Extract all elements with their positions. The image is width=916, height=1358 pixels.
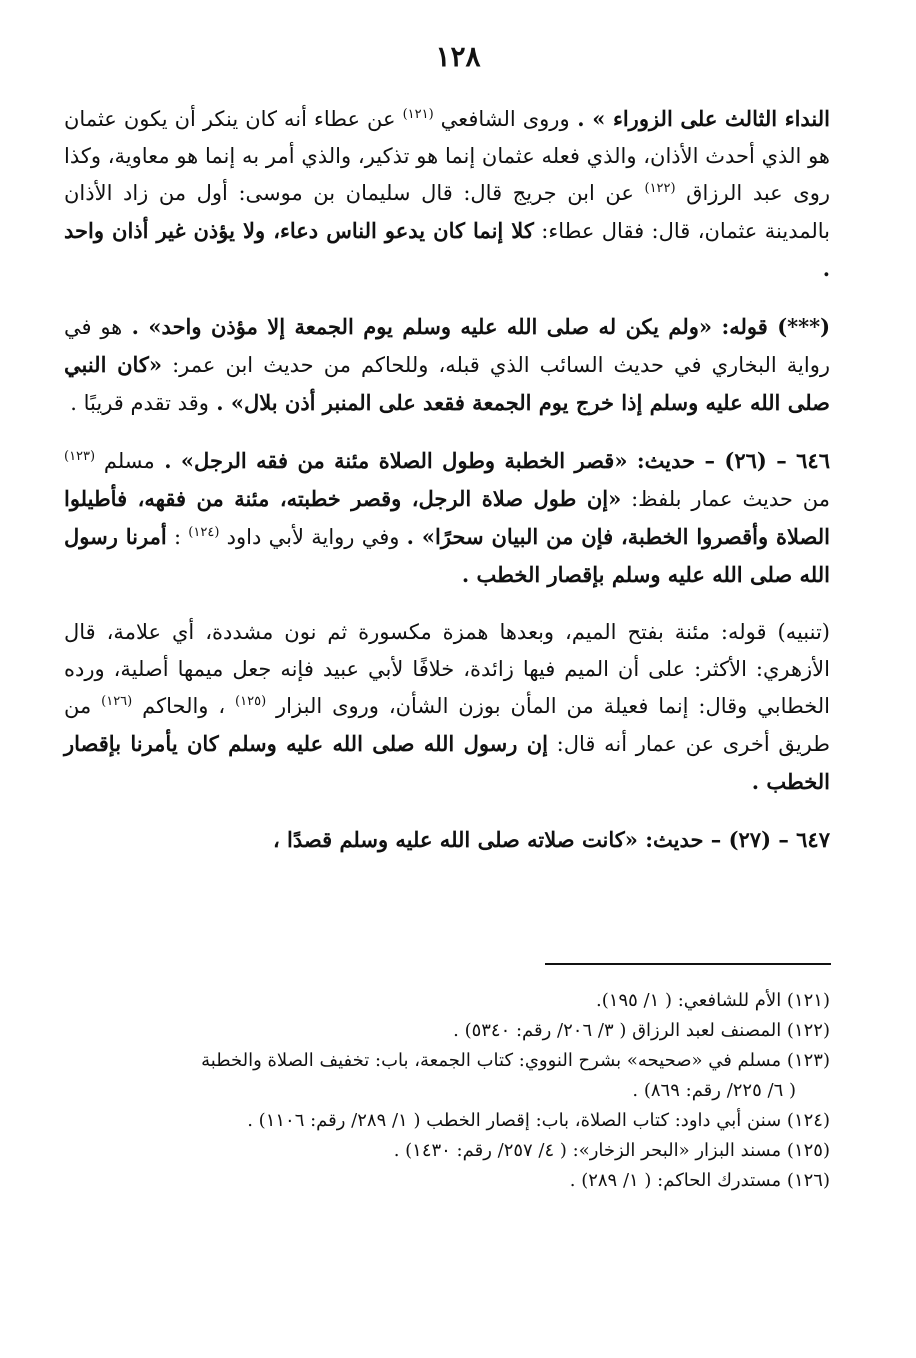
footnote-ref: (١٢٥) [235, 694, 267, 709]
footnote-ref: (١٢٣) [64, 449, 96, 464]
footnote: (١٢٢) المصنف لعبد الرزاق ( ٣/ ٢٠٦/ رقم: ٥٣٤٠) . [453, 1020, 830, 1041]
bold-text: النداء الثالث على الزوراء » . [569, 106, 830, 131]
bold-text: ٦٤٦ – (٢٦) – حديث: «قصر الخطبة وطول الصلاة مئنة من فقه الرجل» . [154, 448, 830, 473]
bold-text: ٦٤٧ – (٢٧) – حديث: «كانت صلاته صلى الله عليه وسلم قصدًا ، [272, 827, 830, 852]
text-run: ، والحاكم [132, 694, 236, 718]
footnote-divider [545, 963, 831, 965]
footnote-ref: (١٢٢) [644, 181, 676, 196]
paragraph [64, 308, 830, 422]
text-run: وفي رواية لأبي داود [219, 525, 407, 549]
bold-text: «إن طول صلاة الرجل، وقصر خطبته، مئنة من فقهه، فأطيلوا الصلاة وأقصروا الخطبة، فإن من البيان سحرًا» . [64, 486, 830, 549]
text-run: : [166, 525, 189, 549]
text-run: هو في رواية البخاري في حديث السائب الذي قبله، وللحاكم من حديث ابن عمر: [64, 315, 830, 377]
paragraph [64, 100, 830, 288]
text-run: وروى الشافعي [433, 107, 570, 131]
bold-text: «كان النبي صلى الله عليه وسلم إذا خرج يوم الجمعة فقعد على المنبر أذن بلال» . [64, 352, 830, 415]
bold-text: (***) قوله: «ولم يكن له صلى الله عليه وسلم يوم الجمعة إلا مؤذن واحد» . [122, 314, 831, 339]
footnotes [64, 986, 830, 1196]
paragraph [64, 614, 830, 801]
bold-text: كلا إنما كان يدعو الناس دعاء، ولا يؤذن غير أذان واحد . [64, 218, 830, 281]
footnote: (١٢٦) مستدرك الحاكم: ( ١/ ٢٨٩) . [569, 1170, 830, 1191]
footnote: (١٢٥) مسند البزار «البحر الزخار»: ( ٤/ ٢٥٧/ رقم: ١٤٣٠) . [393, 1140, 830, 1161]
footnote: (١٢٣) مسلم في «صحيحه» بشرح النووي: كتاب الجمعة، باب: تخفيف الصلاة والخطبة [201, 1050, 830, 1071]
main-text [64, 100, 830, 859]
footnote: (١٢٤) سنن أبي داود: كتاب الصلاة، باب: إقصار الخطب ( ١/ ٢٨٩/ رقم: ١١٠٦) . [247, 1110, 830, 1131]
text-run: وقد تقدم قريبًا . [70, 391, 209, 415]
text-run: عن عطاء أنه كان ينكر أن يكون عثمان هو الذي أحدث الأذان، والذي فعله عثمان إنما هو تذكير، والذي أمر به إنما هو معاوية، وكذا روى عبد الرزاق [64, 107, 830, 205]
footnote-continuation: ( ٦/ ٢٢٥/ رقم: ٨٦٩) . [632, 1080, 796, 1101]
bold-text: أمرنا رسول الله صلى الله عليه وسلم بإقصار الخطب . [64, 524, 830, 587]
footnote: (١٢١) الأم للشافعي: ( ١/ ١٩٥). [596, 990, 830, 1011]
bold-text: إن رسول الله صلى الله عليه وسلم كان يأمرنا بإقصار الخطب . [64, 731, 830, 794]
text-run: من حديث عمار بلفظ: [621, 487, 830, 511]
paragraph [64, 442, 830, 594]
text-run: مسلم [95, 449, 155, 473]
footnote-ref: (١٢٤) [188, 525, 220, 540]
text-run: (تنبيه) قوله: مئنة بفتح الميم، وبعدها همزة مكسورة ثم نون مشددة، أي علامة، قال الأزهري: الأكثر: على أن الميم فيها زائدة، خلافًا لأبي عبيد فإنه جعل ميمها أصلية، ورده الخطابي وقال: إنما فعيلة من المأن بوزن الشأن، وروى البزار [64, 620, 830, 718]
footnote-ref: (١٢١) [402, 107, 434, 122]
page-number: ١٢٨ [435, 40, 481, 73]
text-run: من طريق أخرى عن عمار أنه قال: [64, 694, 830, 756]
footnote-ref: (١٢٦) [101, 694, 133, 709]
paragraph [64, 821, 830, 859]
text-run: عن ابن جريج قال: قال سليمان بن موسى: أول من زاد الأذان بالمدينة عثمان، قال: فقال عطاء: [64, 181, 830, 243]
